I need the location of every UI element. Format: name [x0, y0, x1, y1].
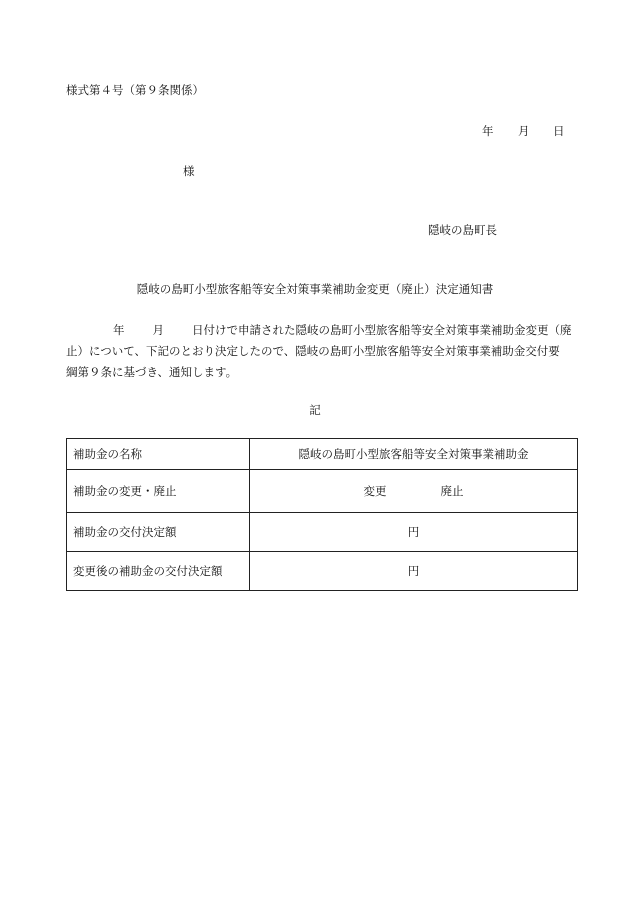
table-row [67, 513, 578, 552]
subsidy-name-value: 隠岐の島町小型旅客船等安全対策事業補助金 [250, 439, 578, 470]
option-change: 変更 [363, 484, 387, 498]
body-line-1-text: 日付けで申請された隠岐の島町小型旅客船等安全対策事業補助金変更（廃 [192, 323, 572, 337]
table-row [67, 439, 578, 470]
form-number: 様式第４号（第９条関係） [66, 83, 204, 97]
decided-amount-value: 円 [250, 513, 578, 552]
row-label-change-abolish: 補助金の変更・廃止 [67, 470, 250, 513]
body-month: 月 [152, 323, 164, 337]
date-month-label: 月 [518, 124, 530, 138]
option-abolish: 廃止 [440, 484, 464, 498]
document-title: 隠岐の島町小型旅客船等安全対策事業補助金変更（廃止）決定通知書 [136, 282, 494, 296]
date-day-label: 日 [553, 124, 565, 138]
table-row [67, 470, 578, 513]
row-label-subsidy-name: 補助金の名称 [67, 439, 250, 470]
addressee-honorific: 様 [183, 164, 195, 178]
ki-heading: 記 [309, 403, 321, 417]
row-label-decided-amount: 補助金の交付決定額 [67, 513, 250, 552]
body-line-3: 綱第９条に基づき、通知します。 [66, 365, 238, 379]
issuer-name: 隠岐の島町長 [428, 223, 497, 237]
body-paragraph [66, 320, 578, 383]
date-year-label: 年 [482, 124, 494, 138]
body-line-2: 止）について、下記のとおり決定したので、隠岐の島町小型旅客船等安全対策事業補助金交付要 [66, 344, 560, 358]
change-abolish-options [250, 470, 578, 513]
subsidy-table [66, 438, 578, 591]
changed-amount-value: 円 [250, 552, 578, 591]
table-row [67, 552, 578, 591]
body-year: 年 [113, 323, 125, 337]
body-line-1 [66, 320, 578, 341]
row-label-changed-amount: 変更後の補助金の交付決定額 [67, 552, 250, 591]
